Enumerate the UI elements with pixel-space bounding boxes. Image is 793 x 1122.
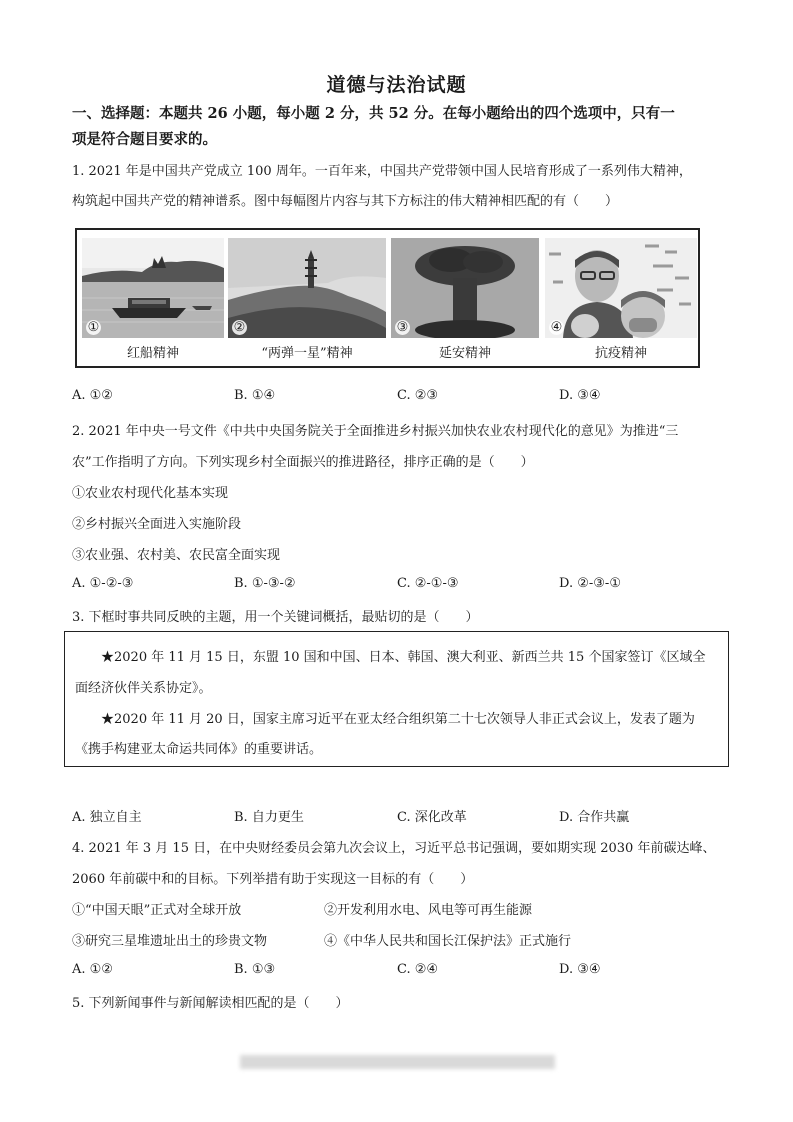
q4-option-c[interactable]: C. ②④: [397, 962, 439, 977]
q1-option-b[interactable]: B. ①④: [234, 388, 276, 403]
q2-item-1: ①农业农村现代化基本实现: [72, 486, 229, 501]
q1-figure: [75, 228, 700, 368]
q3-option-b[interactable]: B. 自力更生: [234, 810, 304, 825]
q3-box-item-2-line-2: 《携手构建亚太命运共同体》的重要讲话。: [75, 742, 323, 757]
q3-news-box: [64, 631, 729, 767]
q4-item-4: ④《中华人民共和国长江保护法》正式施行: [324, 934, 572, 949]
q1-stem-line-2: 构筑起中国共产党的精神谱系。图中每幅图片内容与其下方标注的伟大精神相匹配的有（ ）: [72, 194, 619, 209]
q1-option-c[interactable]: C. ②③: [397, 388, 439, 403]
q2-stem-line-2: 农”工作指明了方向。下列实现乡村全面振兴的推进路径，排序正确的是（ ）: [72, 455, 534, 470]
q2-option-b[interactable]: B. ①-③-②: [234, 576, 296, 591]
q4-option-b[interactable]: B. ①③: [234, 962, 276, 977]
figure-number-3: ③: [396, 320, 409, 335]
q3-stem: 3. 下框时事共同反映的主题，用一个关键词概括，最贴切的是（ ）: [72, 610, 479, 625]
q1-stem-line-1: 1. 2021 年是中国共产党成立 100 周年。一百年来，中国共产党带领中国人民培育形成了一系列伟大精神，: [72, 164, 692, 179]
q1-option-d[interactable]: D. ③④: [559, 388, 601, 403]
q4-item-1: ①“中国天眼”正式对全球开放: [72, 903, 242, 918]
section-heading: [72, 101, 732, 153]
q3-box-item-1-line-2: 面经济伙伴关系协定》。: [75, 681, 212, 696]
q3-box-item-1-line-1: ★2020 年 11 月 15 日，东盟 10 国和中国、日本、韩国、澳大利亚、新西兰共 15 个国家签订《区域全: [101, 650, 706, 665]
q4-item-2: ②开发利用水电、风电等可再生能源: [324, 903, 533, 918]
q1-option-a[interactable]: A. ①②: [72, 388, 113, 403]
q4-stem-line-2: 2060 年前碳中和的目标。下列举措有助于实现这一目标的有（ ）: [72, 872, 474, 887]
page-title: 道德与法治试题: [326, 74, 467, 96]
q2-option-c[interactable]: C. ②-①-③: [397, 576, 459, 591]
q2-item-2: ②乡村振兴全面进入实施阶段: [72, 517, 242, 532]
figure-number-2: ②: [233, 320, 246, 335]
q4-stem-line-1: 4. 2021 年 3 月 15 日，在中央财经委员会第九次会议上，习近平总书记强调，要如期实现 2030 年前碳达峰、: [72, 841, 716, 856]
q4-option-a[interactable]: A. ①②: [72, 962, 113, 977]
q4-item-3: ③研究三星堆遗址出土的珍贵文物: [72, 934, 268, 949]
q3-box-item-2-line-1: ★2020 年 11 月 20 日，国家主席习近平在亚太经合组织第二十七次领导人非正式会议上，发表了题为: [101, 712, 695, 727]
q2-option-d[interactable]: D. ②-③-①: [559, 576, 621, 591]
figure-caption-3: 延安精神: [438, 346, 491, 361]
figure-number-4: ④: [550, 320, 563, 335]
q2-option-a[interactable]: A. ①-②-③: [72, 576, 134, 591]
q3-option-c[interactable]: C. 深化改革: [397, 810, 467, 825]
q3-option-d[interactable]: D. 合作共赢: [559, 810, 630, 825]
figure-caption-1: 红船精神: [126, 346, 179, 361]
q2-stem-line-1: 2. 2021 年中央一号文件《中共中央国务院关于全面推进乡村振兴加快农业农村现代化的意见》为推进“三: [72, 424, 679, 439]
blurred-footer-watermark: [240, 1055, 555, 1069]
mushroom-cloud-image: [391, 238, 539, 338]
q3-option-a[interactable]: A. 独立自主: [72, 810, 142, 825]
q2-item-3: ③农业强、农村美、农民富全面实现: [72, 548, 281, 563]
q5-stem: 5. 下列新闻事件与新闻解读相匹配的是（ ）: [72, 996, 349, 1011]
red-boat-image: [82, 238, 224, 338]
section-heading-line-2: 项是符合题目要求的。: [72, 131, 217, 148]
figure-caption-2: “两弹一星”精神: [261, 346, 353, 361]
figure-caption-4: 抗疫精神: [594, 346, 647, 361]
portrait-collage-image: [545, 238, 697, 338]
pagoda-hill-image: [228, 238, 386, 338]
section-heading-line-1: 一、选择题：本题共 26 小题，每小题 2 分，共 52 分。在每小题给出的四个选项中，只有一: [72, 105, 675, 122]
q4-option-d[interactable]: D. ③④: [559, 962, 601, 977]
figure-number-1: ①: [87, 320, 100, 335]
